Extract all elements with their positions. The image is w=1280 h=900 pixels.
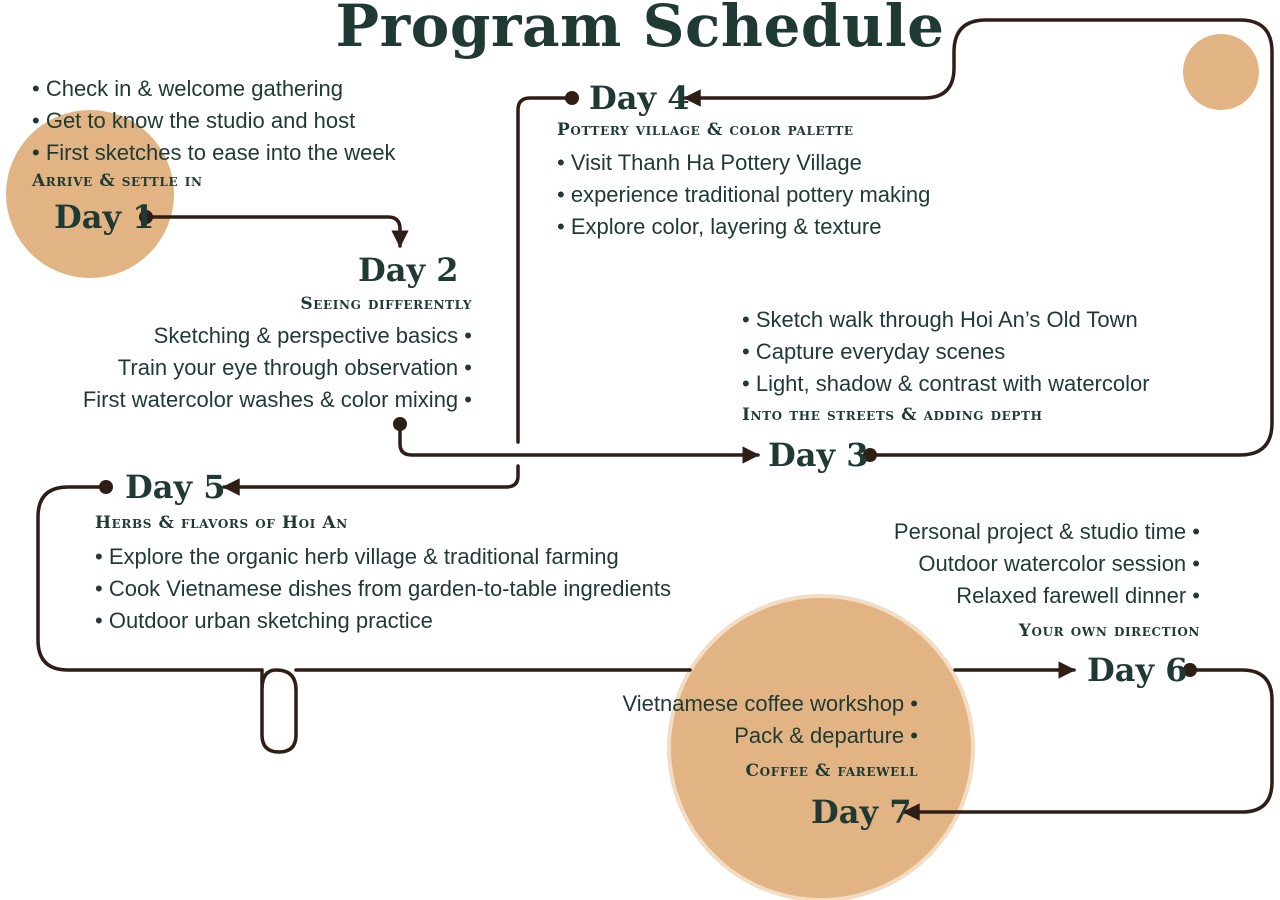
list-item: Train your eye through observation •: [83, 352, 472, 384]
list-item: Relaxed farewell dinner •: [894, 580, 1200, 612]
day4-activities: [557, 147, 930, 243]
list-item: • Check in & welcome gathering: [32, 73, 396, 105]
list-item: • Outdoor urban sketching practice: [95, 605, 671, 637]
list-item: • Capture everyday scenes: [742, 336, 1150, 368]
connector-knot: [262, 670, 296, 752]
list-item: Sketching & perspective basics •: [83, 320, 472, 352]
day1-label: Day 1: [54, 198, 155, 236]
connector-day1-day2: [146, 217, 400, 246]
list-item: Pack & departure •: [622, 720, 918, 752]
list-item: • Visit Thanh Ha Pottery Village: [557, 147, 930, 179]
day1-activities: [32, 73, 396, 169]
list-item: • Cook Vietnamese dishes from garden-to-table ingredients: [95, 573, 671, 605]
day5-label: Day 5: [125, 468, 226, 506]
day1-subtitle: Arrive & settle in: [32, 171, 203, 191]
day4-dot: [565, 91, 579, 105]
day6-activities: [894, 516, 1200, 612]
day4-subtitle: Pottery village & color palette: [557, 120, 854, 140]
list-item: • Explore the organic herb village & traditional farming: [95, 541, 671, 573]
list-item: First watercolor washes & color mixing •: [83, 384, 472, 416]
list-item: Vietnamese coffee workshop •: [622, 688, 918, 720]
list-item: Personal project & studio time •: [894, 516, 1200, 548]
day6-label: Day 6: [1087, 651, 1188, 689]
day7-subtitle: Coffee & farewell: [745, 761, 918, 781]
list-item: • Explore color, layering & texture: [557, 211, 930, 243]
day2-subtitle: Seeing differently: [300, 294, 472, 314]
day2-label: Day 2: [358, 251, 459, 289]
day3-activities: [742, 304, 1150, 400]
day6-subtitle: Your own direction: [1018, 621, 1200, 641]
day7-activities: [622, 688, 918, 752]
page-title: Program Schedule: [335, 0, 945, 60]
day3-subtitle: Into the streets & adding depth: [742, 405, 1043, 425]
list-item: • Get to know the studio and host: [32, 105, 396, 137]
day4-label: Day 4: [589, 79, 690, 117]
day2-activities: [83, 320, 472, 416]
connector-day4-day5-lower: [224, 466, 518, 487]
list-item: • experience traditional pottery making: [557, 179, 930, 211]
list-item: Outdoor watercolor session •: [894, 548, 1200, 580]
connector-day2-day3: [400, 424, 758, 455]
list-item: • Light, shadow & contrast with watercolor: [742, 368, 1150, 400]
day5-dot: [99, 480, 113, 494]
day5-activities: [95, 541, 671, 637]
day3-label: Day 3: [768, 436, 869, 474]
list-item: • First sketches to ease into the week: [32, 137, 396, 169]
day5-subtitle: Herbs & flavors of Hoi An: [95, 513, 348, 533]
day7-label: Day 7: [811, 793, 912, 831]
list-item: • Sketch walk through Hoi An’s Old Town: [742, 304, 1150, 336]
day2-dot: [393, 417, 407, 431]
